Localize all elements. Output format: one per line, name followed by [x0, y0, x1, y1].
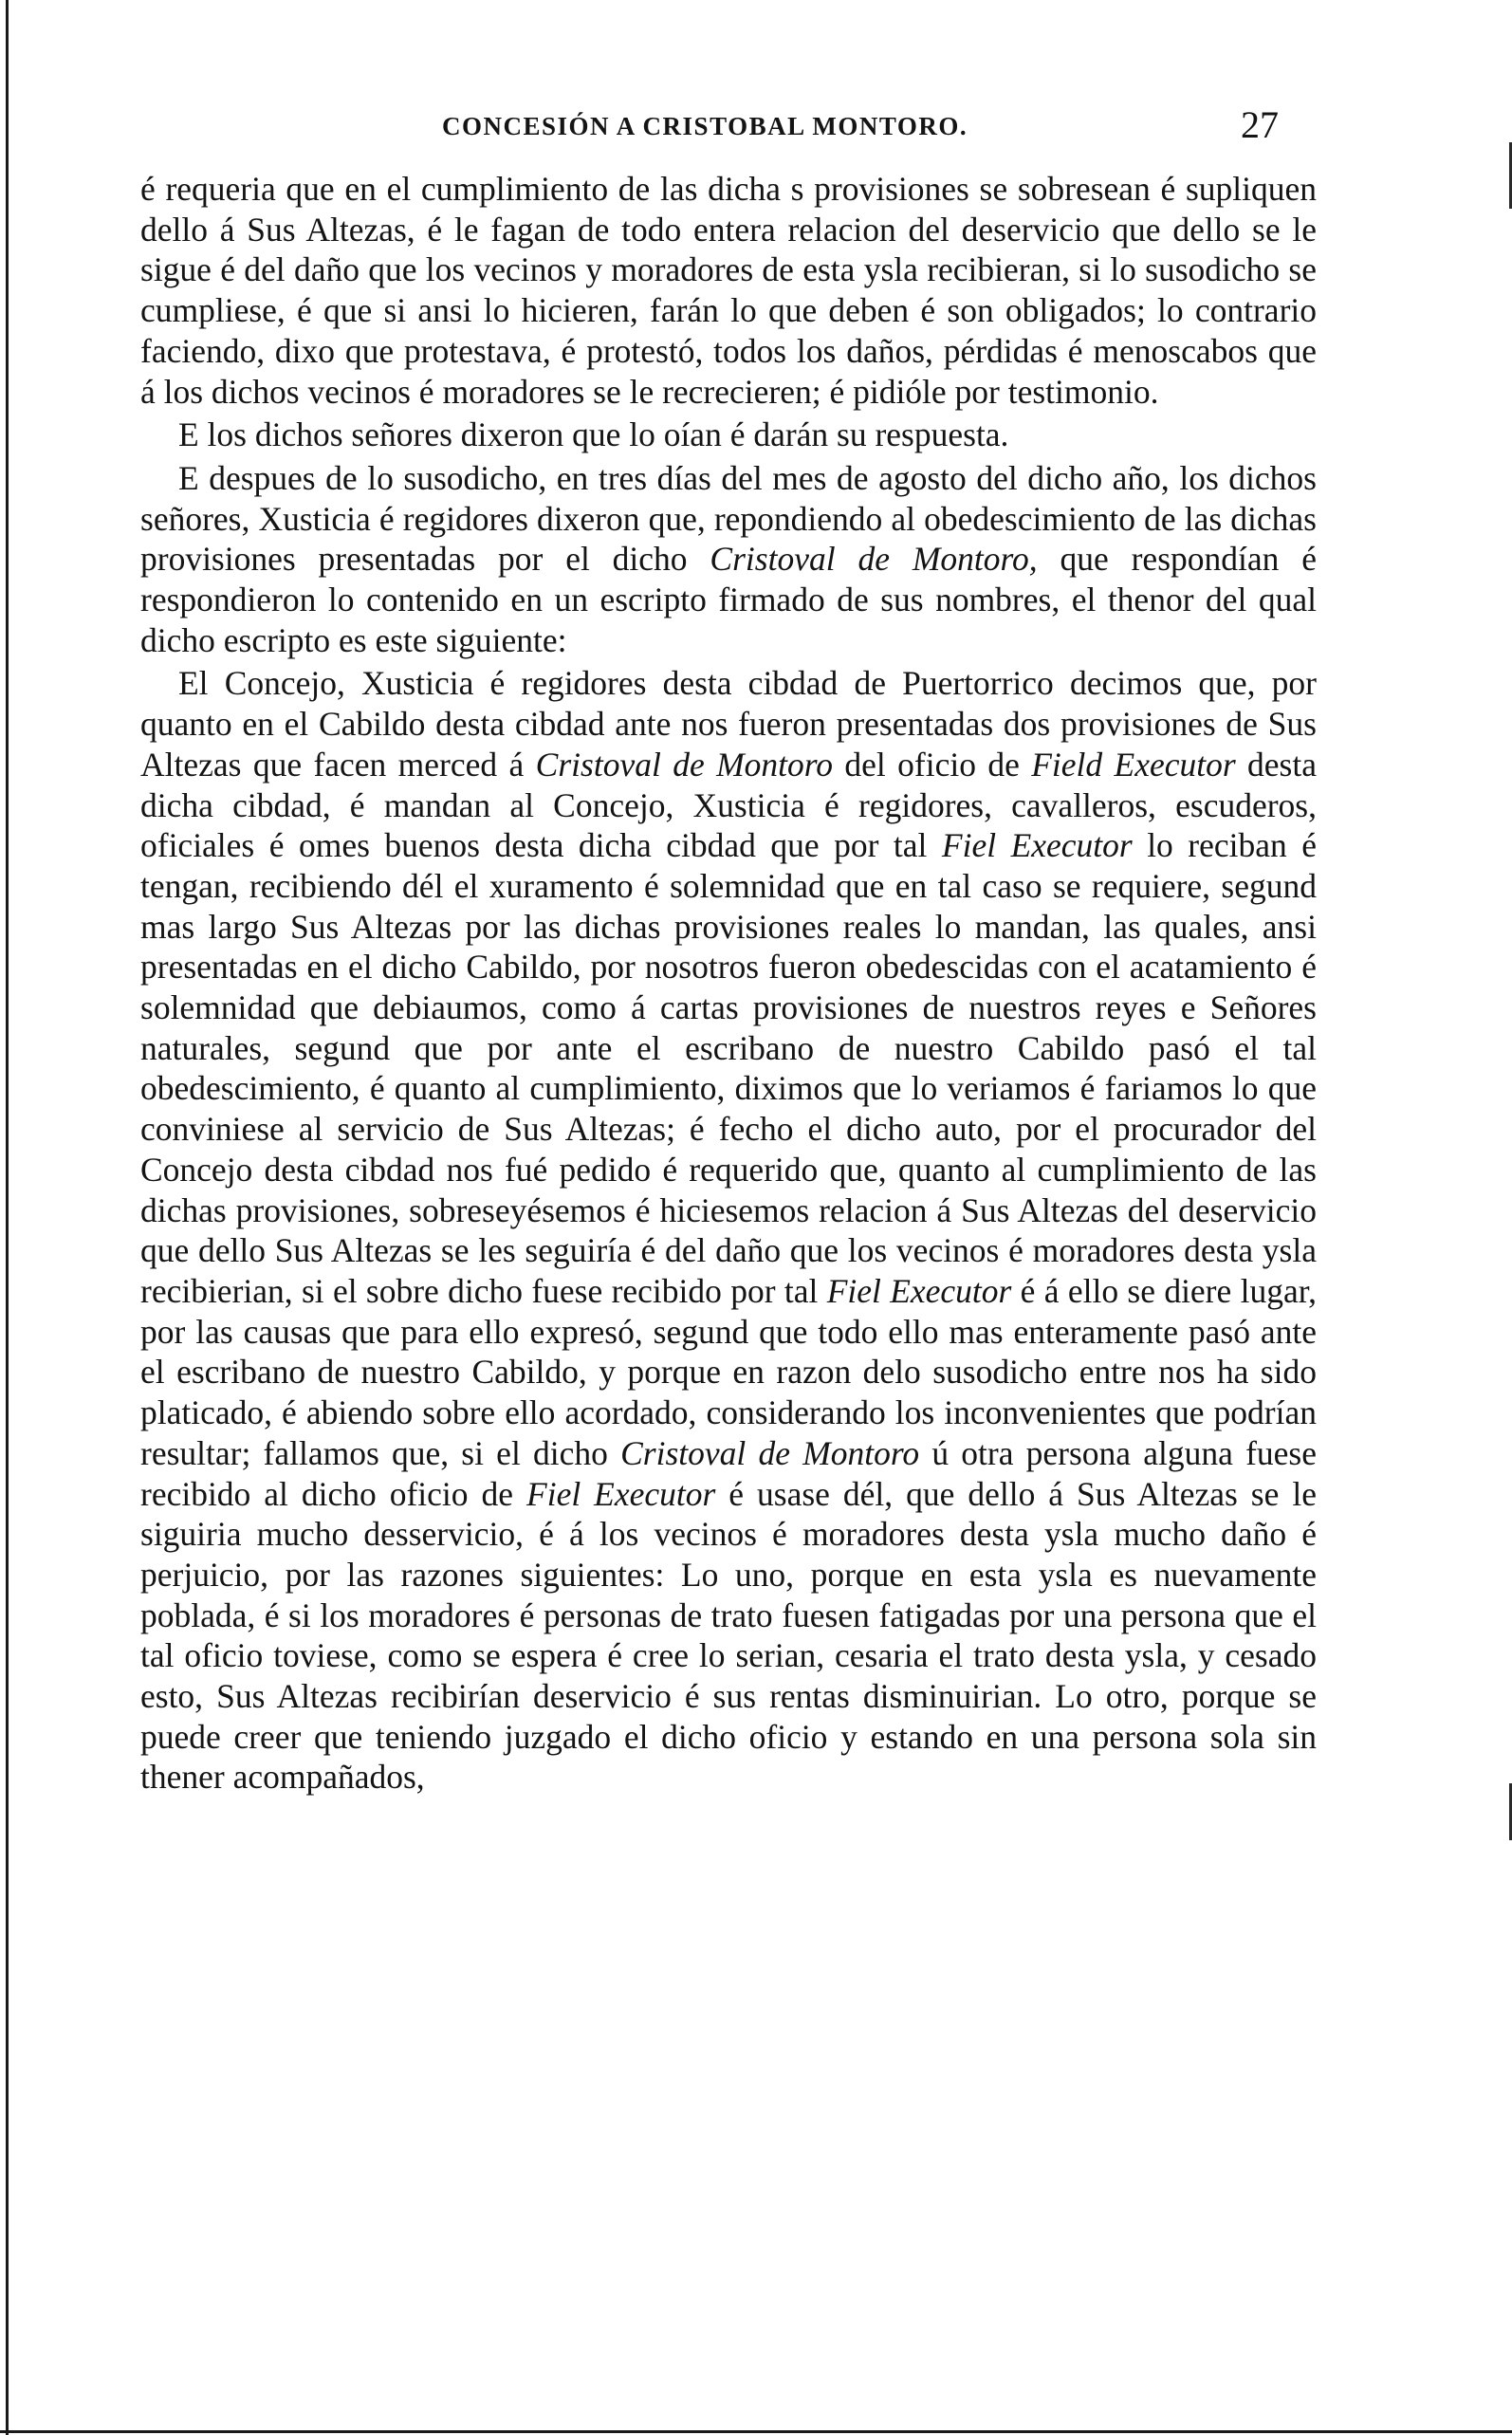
- running-head: CONCESIÓN A CRISTOBAL MONTORO.: [442, 112, 968, 140]
- text-run: é requeria que en el cumplimiento de las dicha s provisiones se sobresean é supliquen dello á Sus Altezas, é le fagan de todo entera relacion del deservicio que dello se le sigue é del daño que los vecinos y moradores de esta ysla recibieran, si lo susodicho se cumpliese, é que si ansi lo hicieren, farán lo que deben é son obligados; lo contrario faciendo, dixo que protestava, é protestó, todos los daños, pérdidas é menoscabos que á los dichos vecinos é moradores se le recrecieren; é pidióle por testimonio.: [140, 170, 1317, 411]
- page-number: 27: [1241, 103, 1279, 146]
- italic-name: Cristoval de Montoro: [620, 1433, 920, 1472]
- scan-edge-left: [6, 0, 9, 2435]
- paragraph: [140, 458, 1317, 661]
- italic-name: Field Executor: [1031, 745, 1236, 784]
- paragraph: [140, 169, 1317, 412]
- text-run: del oficio de: [833, 745, 1032, 784]
- italic-name: Fiel Executor: [941, 826, 1133, 865]
- text-run: que respondían é respondieron lo contenido en un escripto firmado de sus nombres, el thenor del qual dicho escripto es este siguiente:: [140, 540, 1317, 659]
- text-run: é á ello se diere lugar, por las causas que para ello expresó, segund que todo ello mas enteramente pasó ante el escribano de nuestro Cabildo, y porque en razon delo susodicho entre nos ha sido platicado, é abiendo sobre ello acordado, considerando los inconvenientes que podrían resultar; fallamos que, si el dicho: [140, 1271, 1317, 1472]
- body-text: [140, 169, 1317, 1798]
- text-run: desta dicha cibdad, é mandan al Concejo, Xusticia é regidores, cavalleros, escuderos, oficiales é omes buenos desta dicha cibdad que por tal: [140, 745, 1317, 865]
- paragraph: [140, 415, 1317, 455]
- text-run: E despues de lo susodicho, en tres días del mes de agosto del dicho año, los dichos señores, Xusticia é regidores dixeron que, repondiendo al obedescimiento de las dichas provisiones presentadas por el dicho: [140, 458, 1317, 579]
- italic-name: Cristoval de Montoro,: [710, 540, 1038, 579]
- paragraph: [140, 663, 1317, 1798]
- text-run: ú otra persona alguna fuese recibido al dicho oficio de: [140, 1433, 1318, 1513]
- text-run: lo reciban é tengan, recibiendo dél el xuramento é solemnidad que en tal caso se requiere, segund mas largo Sus Altezas por las dichas provisiones reales lo mandan, las quales, ansi presentadas en el dicho Cabildo, por nosotros fueron obedescidas con el acatamiento é solemnidad que debiaumos, como á cartas provisiones de nuestros reyes e Señores naturales, segund que por ante el escribano de nuestro Cabildo pasó el tal obedescimiento, é quanto al cumplimiento, diximos que lo veriamos é fariamos lo que conviniese al servicio de Sus Altezas; é fecho el dicho auto, por el procurador del Concejo desta cibdad nos fué pedido é requerido que, quanto al cumplimiento de las dichas provisiones, sobreseyésemos é hiciesemos relacion á Sus Altezas del deservicio que dello Sus Altezas se les seguiría é del daño que los vecinos é moradores desta ysla recibierian, si el sobre dicho fuese recibido por tal: [140, 826, 1317, 1310]
- scan-edge-bottom: [0, 2430, 1512, 2433]
- text-run: é usase dél, que dello á Sus Altezas se le siguiria mucho desservicio, é á los vecinos é moradores desta ysla mucho daño é perjuicio, por las razones siguientes: Lo uno, porque en esta ysla es nuevamente poblada, é si los moradores é personas de trato fuesen fatigadas por una persona que el tal oficio toviese, como se espera é cree lo serian, cesaria el trato desta ysla, y cesado esto, Sus Altezas recibirían deservicio é sus rentas disminuirian. Lo otro, porque se puede creer que teniendo juzgado el dicho oficio y estando en una persona sola sin thener acompañados,: [140, 1474, 1317, 1797]
- italic-name: Fiel Executor: [526, 1474, 716, 1513]
- text-run: E los dichos señores dixeron que lo oían é darán su respuesta.: [178, 415, 1009, 454]
- page-header: [140, 102, 1279, 152]
- text-run: El Concejo, Xusticia é regidores desta cibdad de Puertorrico decimos que, por quanto en el Cabildo desta cibdad ante nos fueron presentadas dos provisiones de Sus Altezas que facen merced á: [140, 664, 1317, 784]
- italic-name: Cristoval de Montoro: [535, 745, 834, 784]
- italic-name: Fiel Executor: [826, 1271, 1012, 1310]
